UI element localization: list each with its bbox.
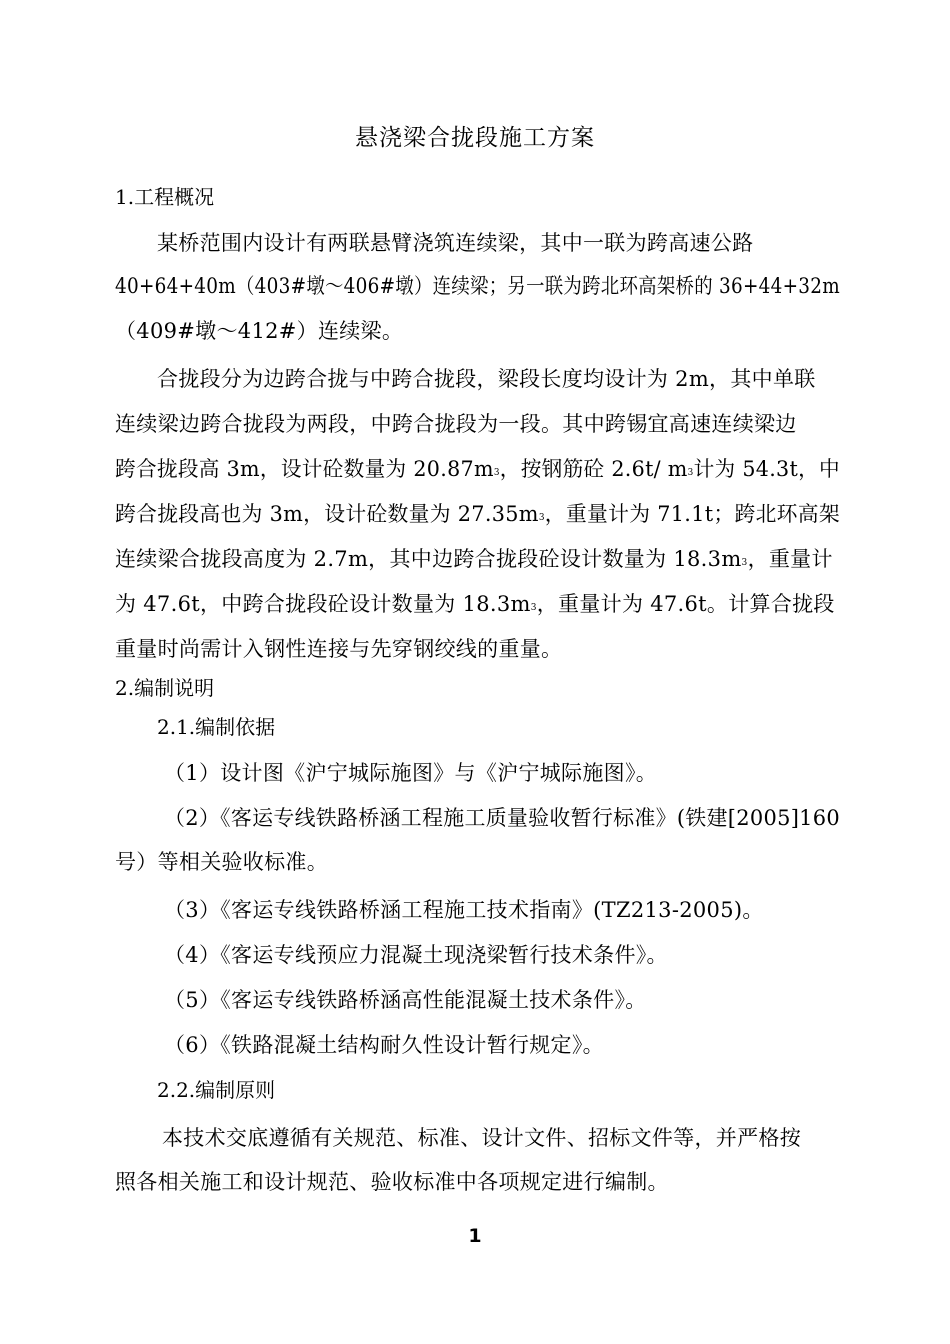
section-2-1-heading: 2.1.编制依据: [157, 715, 276, 739]
principle-line2: 照各相关施工和设计规范、验收标准中各项规定进行编制。: [115, 1170, 669, 1194]
reference-item-5: （5）《客运专线铁路桥涵高性能混凝土技术条件》。: [164, 988, 647, 1012]
section-2-heading: 2.编制说明: [115, 676, 215, 700]
reference-item-1: （1）设计图《沪宁城际施图》与《沪宁城际施图》。: [164, 761, 658, 785]
reference-item-2-cont: 号）等相关验收标准。: [115, 850, 328, 874]
reference-item-2: （2）《客运专线铁路桥涵工程施工质量验收暂行标准》(铁建[2005]160: [164, 806, 841, 830]
overview-para2-line3: 跨合拢段高 3m，设计砼数量为 $20.87m^3$，按钢筋砼 2.6t/ $m^3$计为 54.3t，中: [115, 457, 840, 481]
reference-item-4: （4）《客运专线预应力混凝土现浇梁暂行技术条件》。: [164, 943, 668, 967]
cubic-superscript: 3: [538, 513, 545, 523]
overview-para2-line2: 连续梁边跨合拢段为两段，中跨合拢段为一段。其中跨锡宜高速连续梁边: [115, 412, 797, 436]
page-number: 1: [468, 1225, 482, 1247]
page-title: 悬浇梁合拢段施工方案: [355, 125, 595, 151]
section-1-heading: 1.工程概况: [115, 185, 215, 209]
section-2-2-heading: 2.2.编制原则: [157, 1078, 276, 1102]
cubic-superscript: 3: [687, 468, 694, 478]
reference-item-3: （3）《客运专线铁路桥涵工程施工技术指南》(TZ213-2005)。: [164, 898, 764, 922]
cubic-superscript: 3: [530, 603, 537, 613]
cubic-superscript: 3: [741, 558, 748, 568]
overview-para2-line6: 为 47.6t，中跨合拢段砼设计数量为 $18.3m^3$，重量计为 47.6t。计算合拢段: [115, 592, 835, 616]
overview-para2-line7: 重量时尚需计入钢性连接与先穿钢绞线的重量。: [115, 637, 563, 661]
overview-para1-line1: 某桥范围内设计有两联悬臂浇筑连续梁，其中一联为跨高速公路: [157, 231, 754, 255]
reference-item-6: （6）《铁路混凝土结构耐久性设计暂行规定》。: [164, 1033, 604, 1057]
principle-line1: 本技术交底遵循有关规范、标准、设计文件、招标文件等，并严格按: [162, 1126, 801, 1150]
overview-para2-line4: 跨合拢段高也为 3m，设计砼数量为 $27.35m^3$，重量计为 71.1t；跨北环高架: [115, 502, 840, 526]
overview-para2-line5: 连续梁合拢段高度为 2.7m，其中边跨合拢段砼设计数量为 $18.3m^3$，重量计: [115, 547, 833, 571]
overview-para1-line3: （409#墩～412#）连续梁。: [115, 319, 404, 343]
cubic-superscript: 3: [493, 468, 500, 478]
overview-para1-line2: 40+64+40m（403#墩～406#墩）连续梁；另一联为跨北环高架桥的 36+44+32m: [115, 274, 840, 298]
overview-para2-line1: 合拢段分为边跨合拢与中跨合拢段，梁段长度均设计为 2m，其中单联: [157, 367, 816, 391]
